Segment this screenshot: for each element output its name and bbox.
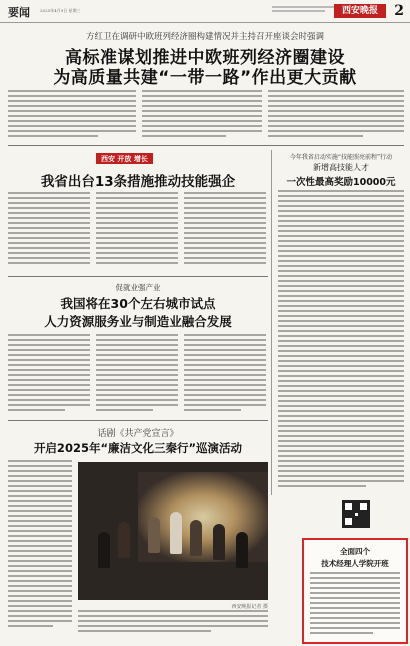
lead-body-column-2 bbox=[142, 90, 262, 140]
date-line: 2025年4月9日 星期三 bbox=[40, 8, 81, 13]
pilot-body-col-1 bbox=[8, 334, 90, 414]
lead-body-column-1 bbox=[8, 90, 136, 140]
skills-headline: 我省出台13条措施推动技能强企 bbox=[40, 174, 236, 190]
pilot-headline-line2: 人力资源服务业与制造业融合发展 bbox=[44, 314, 232, 329]
skills-body-col-1 bbox=[8, 192, 90, 270]
highlight-headline: 技术经理人学院开班 bbox=[321, 559, 389, 568]
divider bbox=[8, 145, 404, 146]
page-number: 2 bbox=[394, 3, 404, 19]
side-headline-line2: 一次性最高奖励10000元 bbox=[286, 177, 396, 188]
pilot-body-col-2 bbox=[96, 334, 178, 414]
drama-photo-text bbox=[78, 610, 268, 638]
side-body bbox=[278, 190, 404, 490]
highlight-kicker: 全面四个 bbox=[340, 547, 370, 556]
skills-body-col-3 bbox=[184, 192, 266, 270]
drama-headline: 开启2025年“廉洁文化三秦行”巡演活动 bbox=[33, 441, 243, 455]
highlight-box bbox=[302, 538, 408, 644]
lead-kicker: 方红卫在调研中欧班列经济圈构建情况并主持召开座谈会时强调 bbox=[85, 32, 324, 42]
divider bbox=[8, 420, 268, 421]
masthead bbox=[0, 0, 410, 23]
drama-kicker: 话剧《共产党宣言》 bbox=[97, 429, 179, 439]
side-kicker: 今年我省启动实施“技能照亮前程”行动 bbox=[289, 154, 393, 161]
pilot-headline-line1: 我国将在30个左右城市试点 bbox=[60, 296, 216, 311]
newspaper-brand-logo: 西安晚报 bbox=[334, 4, 386, 18]
lead-headline-line1: 高标准谋划推进中欧班列经济圈建设 bbox=[65, 48, 345, 68]
section-name: 要闻 bbox=[8, 6, 30, 19]
column-divider bbox=[271, 150, 272, 495]
lead-headline-line2: 为高质量共建“一带一路”作出更大贡献 bbox=[53, 68, 357, 88]
pilot-kicker: 促就业强产业 bbox=[115, 283, 161, 292]
photo-caption: 西安晚报记者 摄 bbox=[231, 604, 268, 610]
stage-photo bbox=[78, 462, 268, 600]
lead-body-column-3 bbox=[268, 90, 404, 140]
pilot-body-col-3 bbox=[184, 334, 266, 414]
header-meta bbox=[272, 6, 338, 16]
highlight-body bbox=[310, 572, 400, 636]
section-tag: 西安 开放 增长 bbox=[96, 153, 153, 164]
side-headline-line1: 新增高技能人才 bbox=[313, 163, 369, 172]
drama-body-col-1 bbox=[8, 460, 72, 636]
divider bbox=[8, 276, 268, 277]
qr-code-icon bbox=[342, 500, 370, 528]
skills-body-col-2 bbox=[96, 192, 178, 270]
